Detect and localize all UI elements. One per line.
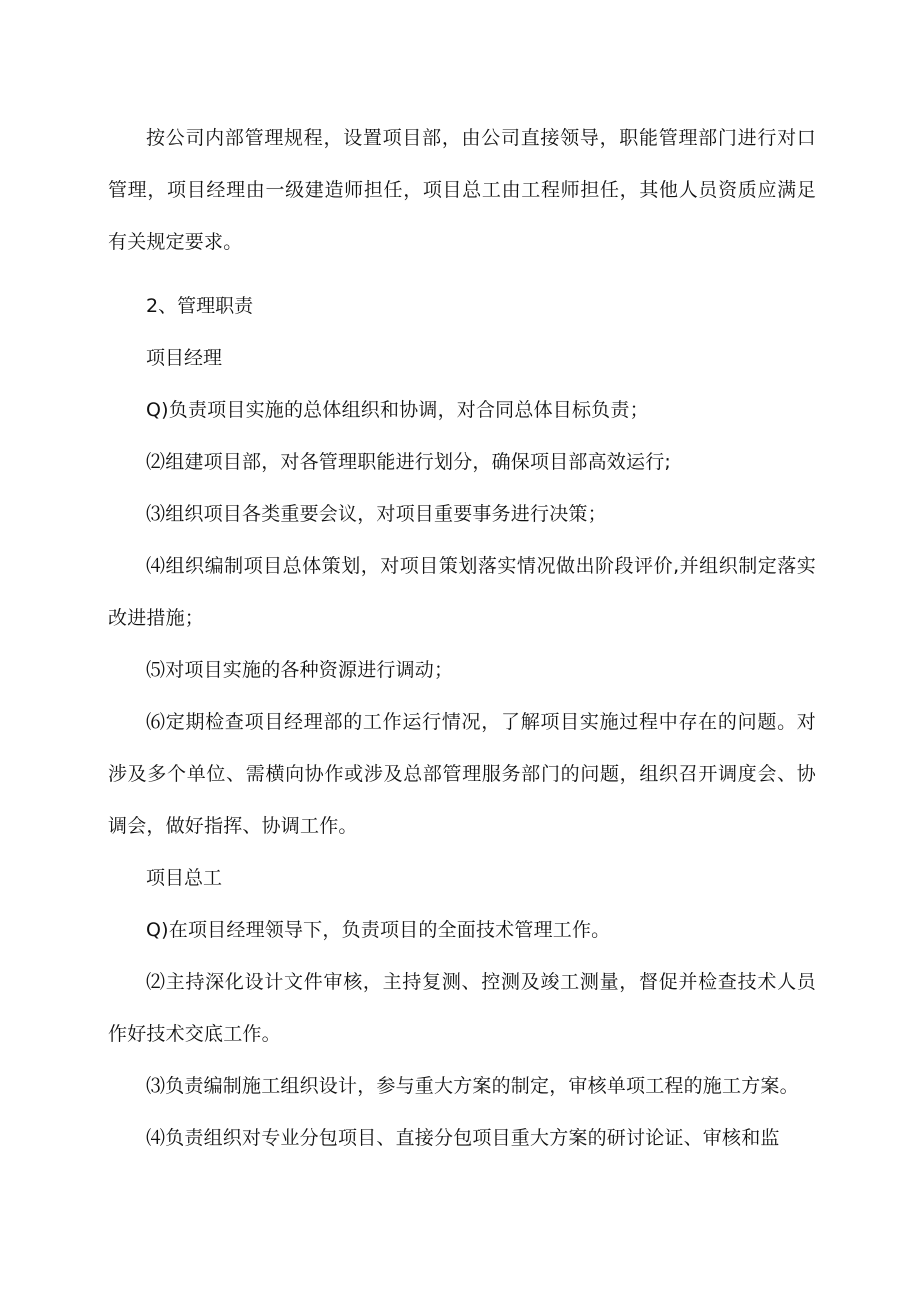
pm-item: ⑵组建项目部，对各管理职能进行划分，确保项目部高效运行; <box>146 451 672 473</box>
pm-item: ⑸对项目实施的各种资源进行调动； <box>146 659 454 681</box>
ce-heading: 项目总工 <box>146 867 223 889</box>
intro-paragraph: 按公司内部管理规程，设置项目部，由公司直接领导，职能管理部门进行对口管理，项目经理由一级建造师担任，项目总工由工程师担任，其他人员资质应满足有关规定要求。 <box>108 127 816 253</box>
pm-heading: 项目经理 <box>146 347 223 369</box>
ce-item: ⑶负责编制施工组织设计，参与重大方案的制定，审核单项工程的施工方案。 <box>146 1075 799 1097</box>
pm-item: ⑷组织编制项目总体策划，对项目策划落实情况做出阶段评价,并组织制定落实改进措施； <box>108 555 816 629</box>
ce-item: ⑵主持深化设计文件审核，主持复测、控测及竣工测量，督促并检查技术人员作好技术交底工作。 <box>108 971 816 1045</box>
ce-item: ⑷负责组织对专业分包项目、直接分包项目重大方案的研讨论证、审核和监 <box>146 1127 780 1149</box>
pm-item: ⑹定期检查项目经理部的工作运行情况，了解项目实施过程中存在的问题。对涉及多个单位、需横向协作或涉及总部管理服务部门的问题，组织召开调度会、协调会，做好指挥、协调工作。 <box>108 711 816 837</box>
section-title: 2、管理职责 <box>146 295 254 317</box>
ce-item: Q)在项目经理领导下，负责项目的全面技术管理工作。 <box>146 919 611 941</box>
pm-item: Q)负责项目实施的总体组织和协调，对合同总体目标负责； <box>146 399 649 421</box>
pm-item: ⑶组织项目各类重要会议，对项目重要事务进行决策； <box>146 503 607 525</box>
